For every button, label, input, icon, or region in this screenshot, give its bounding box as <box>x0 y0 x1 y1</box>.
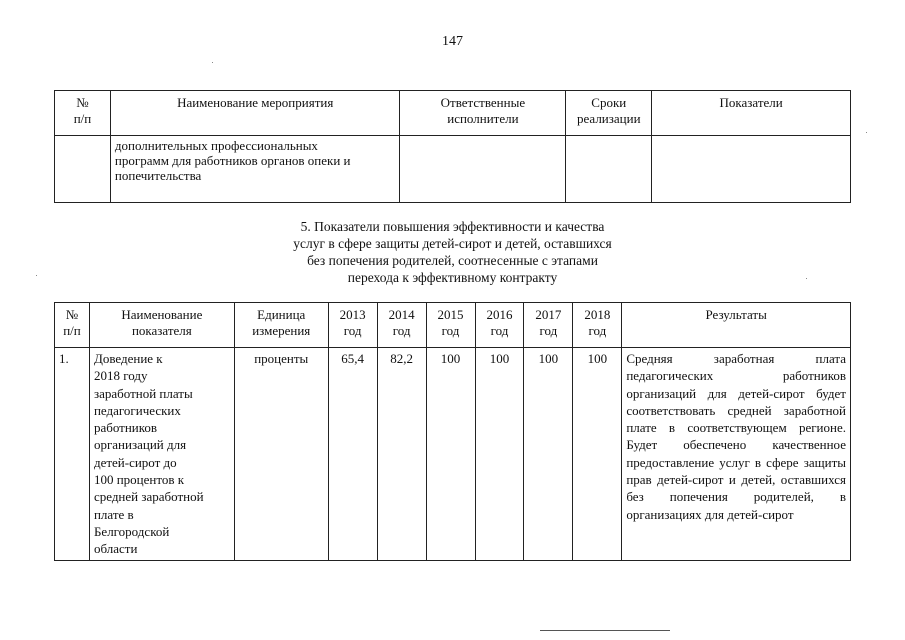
cell-num: 1. <box>55 348 90 561</box>
activities-table <box>54 90 851 203</box>
cell-value-2013: 65,4 <box>328 348 377 561</box>
cell-num <box>55 136 111 203</box>
cell-value-2017: 100 <box>524 348 573 561</box>
header-results: Результаты <box>622 303 851 348</box>
header-year-2018: 2018 год <box>573 303 622 348</box>
header-year-2013: 2013 год <box>328 303 377 348</box>
header-indicators: Показатели <box>652 91 851 136</box>
section-heading <box>0 218 905 286</box>
section-heading-line: без попечения родителей, соотнесенные с этапами <box>307 253 598 268</box>
cell-value-2018: 100 <box>573 348 622 561</box>
scan-line <box>540 630 670 631</box>
cell-results: Средняя заработная плата педагогических работников организаций для детей-сирот будет соответствовать средней заработной плате в соответствующем регионе. Будет обеспечено качественное предоставление услуг в сфере защиты прав детей-сирот и детей, оставшихся без попечения родителей, в организациях для детей-сирот <box>622 348 851 561</box>
header-year-2015: 2015 год <box>426 303 475 348</box>
cell-value-2014: 82,2 <box>377 348 426 561</box>
scan-dot <box>866 132 867 133</box>
table-header-row <box>55 303 851 348</box>
section-heading-line: перехода к эффективному контракту <box>347 270 558 285</box>
cell-value-2015: 100 <box>426 348 475 561</box>
page-number: 147 <box>442 34 463 49</box>
header-num: № п/п <box>55 303 90 348</box>
header-year-2014: 2014 год <box>377 303 426 348</box>
header-indicator-name: Наименование показателя <box>89 303 234 348</box>
header-activity-name: Наименование мероприятия <box>110 91 400 136</box>
scan-dot <box>36 275 37 276</box>
cell-responsible <box>400 136 566 203</box>
header-terms: Сроки реализации <box>566 91 652 136</box>
table-row <box>55 136 851 203</box>
cell-activity-name: дополнительных профессиональных программ для работников органов опеки и попечительства <box>110 136 400 203</box>
section-heading-line: 5. Показатели повышения эффективности и качества <box>300 219 605 234</box>
scan-dot <box>212 62 213 63</box>
header-num: № п/п <box>55 91 111 136</box>
header-year-2017: 2017 год <box>524 303 573 348</box>
section-heading-line: услуг в сфере защиты детей-сирот и детей, оставшихся <box>293 236 612 251</box>
cell-unit: проценты <box>234 348 328 561</box>
header-unit: Единица измерения <box>234 303 328 348</box>
table-row <box>55 348 851 561</box>
cell-value-2016: 100 <box>475 348 524 561</box>
header-responsible: Ответственные исполнители <box>400 91 566 136</box>
header-year-2016: 2016 год <box>475 303 524 348</box>
cell-terms <box>566 136 652 203</box>
indicators-table <box>54 302 851 561</box>
scan-dot <box>806 278 807 279</box>
table-header-row <box>55 91 851 136</box>
cell-indicator-name: Доведение к 2018 году заработной платы педагогических работников организаций для детей-сирот до 100 процентов к средней заработной плате в Белгородской области <box>89 348 234 561</box>
cell-indicators <box>652 136 851 203</box>
